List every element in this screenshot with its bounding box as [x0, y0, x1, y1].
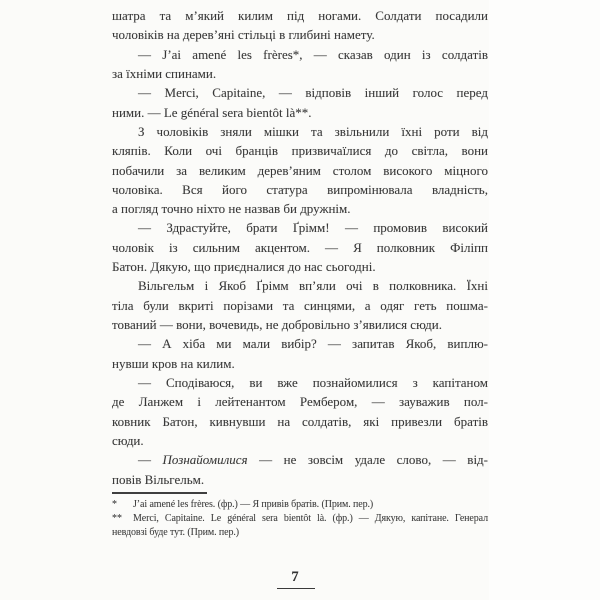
footnote-separator [112, 492, 207, 494]
text-line: — А хіба ми мали вибір? — запитав Якоб, виплю- [138, 336, 488, 352]
text-line: нувши кров на килим. [112, 355, 235, 371]
text-line: ковник Батон, кивнувши на солдатів, які привезли братів [112, 413, 488, 429]
text-line: а погляд точно ніхто не назвав би дружнім. [112, 201, 351, 217]
text-line: повів Вільгельм. [112, 471, 205, 487]
text-line: — Познайомилися — не зовсім удале слово, — від- [138, 452, 488, 468]
text-line: шатра та м’який килим під ногами. Солдати посадили [112, 8, 488, 23]
body-text [112, 6, 488, 489]
text-line: Вільгельм і Якоб Ґрімм вп’яли очі в полковника. Їхні [138, 278, 488, 294]
page-number: 7 [291, 569, 299, 585]
text-line: за їхніми спинами. [112, 65, 217, 81]
text-line: тований — вони, вочевидь, не добровільно з’явилися сюди. [112, 317, 442, 332]
footnotes [112, 498, 488, 541]
text-line: Батон. Дякую, що приєдналися до нас сьогодні. [112, 259, 376, 275]
text-line: побачили за великим дерев’яним столом високого міцного [112, 162, 488, 178]
footnote-marker: * [112, 499, 117, 510]
text-line: — Здрастуйте, брати Ґрімм! — промовив високий [138, 220, 488, 236]
text-line: — Сподіваюся, ви вже познайомилися з капітаном [138, 374, 488, 390]
page-edge-shading [489, 0, 600, 600]
text-line: де Ланжем і лейтенантом Рембером, — зауважив пол- [112, 394, 488, 410]
text-line: кляпів. Коли очі бранців призвичаїлися до світла, вони [112, 143, 488, 159]
text-line: сюди. [112, 432, 144, 448]
footnote-line: невдовзі буде тут. (Прим. пер.) [112, 527, 240, 539]
page-number-rule [277, 588, 315, 589]
footnote-line: * J’ai amené les frères. (фр.) — Я привів братів. (Прим. пер.) [112, 498, 488, 512]
text-line: тіла були вкриті порізами та синцями, а одяг геть пошма- [112, 297, 488, 313]
text-line: ними. — Le général sera bientôt là**. [112, 104, 312, 120]
footnote-marker: ** [112, 513, 122, 525]
text-line: З чоловіків зняли мішки та звільнили їхні роти від [138, 123, 488, 139]
text-line: чоловіка. Вся його статура випромінювала владність, [112, 181, 488, 197]
footnote-line: ** Merci, Capitaine. Le général sera bientôt là. (фр.) — Дякую, капітане. Генерал [112, 512, 488, 526]
text-line: — J’ai amené les frères*, — сказав один із солдатів [138, 46, 488, 62]
text-line: — Merci, Capitaine, — відповів інший голос перед [138, 85, 488, 101]
text-line: чоловіків на дерев’яні стільці в глибині намету. [112, 27, 375, 43]
text-line: чоловік із сильним акцентом. — Я полковник Філіпп [112, 239, 488, 255]
